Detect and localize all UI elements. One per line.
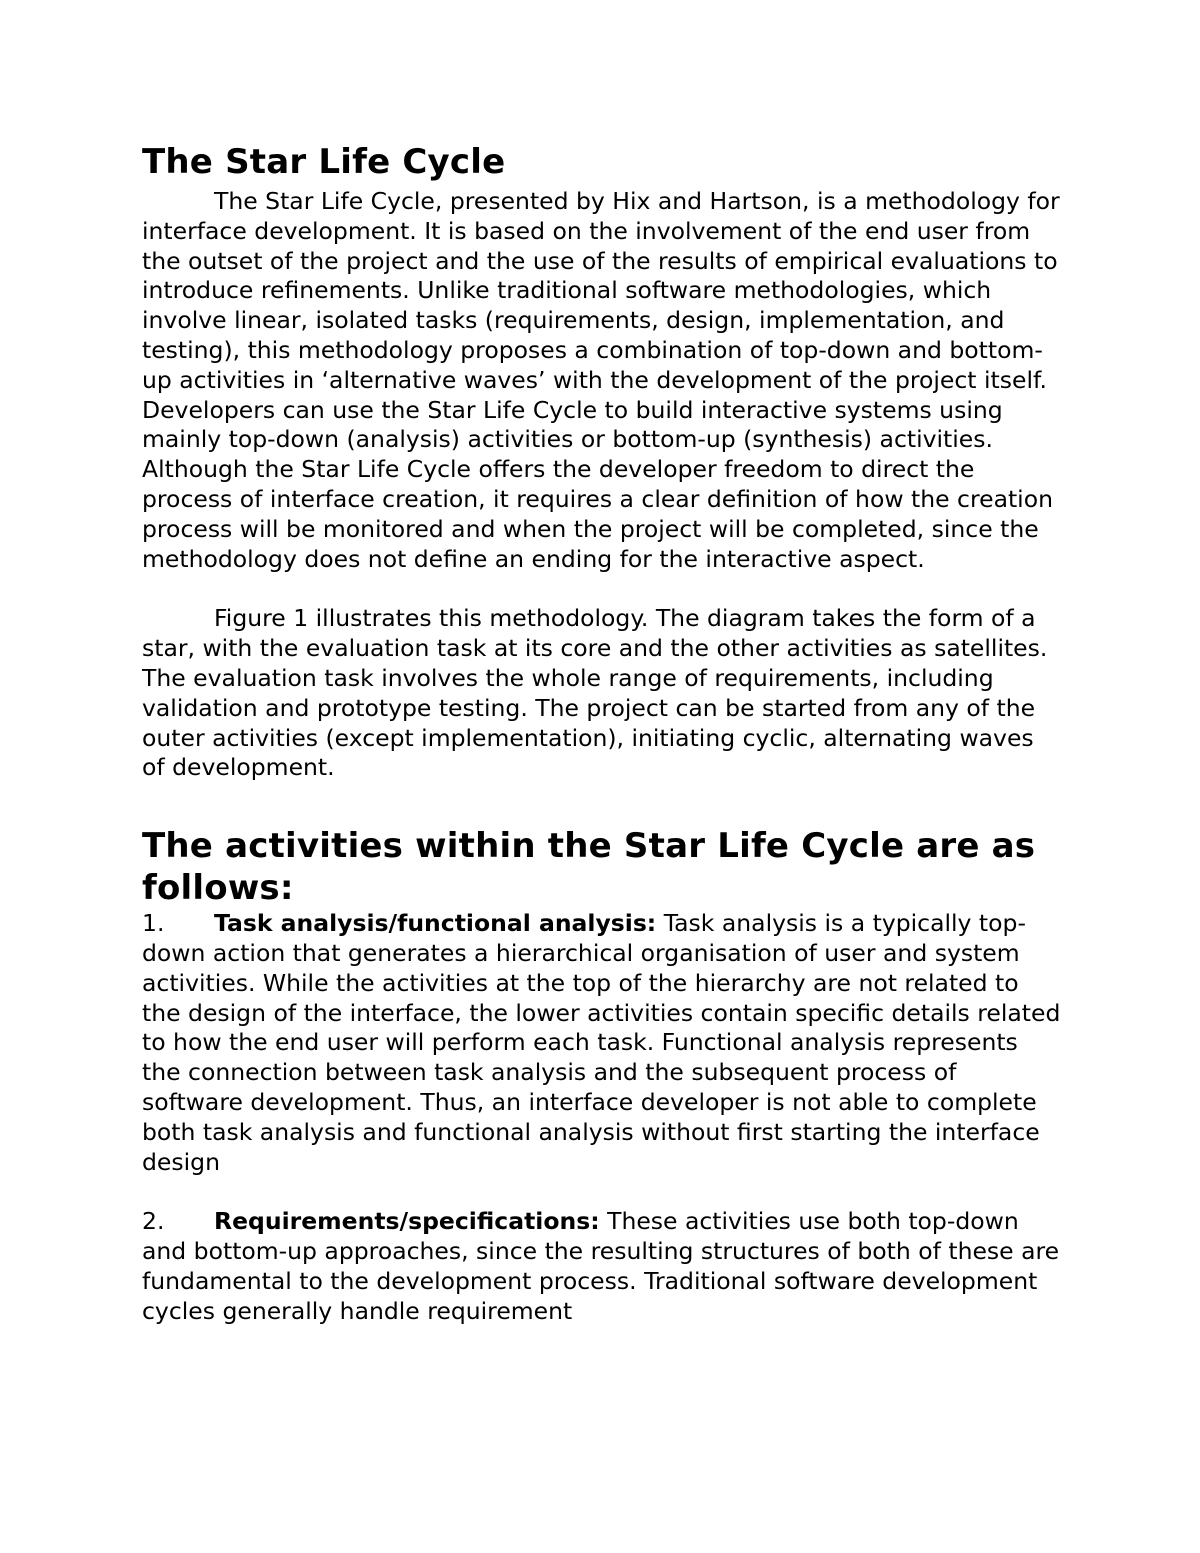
intro-paragraph: The Star Life Cycle, presented by Hix and Hartson, is a methodology for interface development. It is based on the involvement of the end user from the outset of the project and the use of the results of empirical evaluations to introduce refinements. Unlike traditional software methodologies, which involve linear, isolated tasks (requirements, design, implementation, and testing), this methodology proposes a combination of top-down and bottom-up activities in ‘alternative waves’ with the development of the project itself. Developers can use the Star Life Cycle to build interactive systems using mainly top-down (analysis) activities or bottom-up (synthesis) activities. Although the Star Life Cycle offers the developer freedom to direct the process of interface creation, it requires a clear definition of how the creation process will be monitored and when the project will be completed, since the methodology does not define an ending for the interactive aspect. [142, 187, 1060, 573]
list-item-number: 2. [142, 1207, 165, 1236]
list-item-text: Task analysis is a typically top-down action that generates a hierarchical organisation of user and system activities. While the activities at the top of the hierarchy are not related to the design of the interface, the lower activities contain specific details related to how the end user will perform each task. Functional analysis represents the connection between task analysis and the subsequent process of software development. Thus, an interface developer is not able to complete both task analysis and functional analysis without first starting the interface design [142, 909, 1061, 1176]
figure-paragraph: Figure 1 illustrates this methodology. The diagram takes the form of a star, with the evaluation task at its core and the other activities as satellites. The evaluation task involves the whole range of requirements, including validation and prototype testing. The project can be started from any of the outer activities (except implementation), initiating cyclic, alternating waves of development. [142, 604, 1048, 782]
section-heading: The activities within the Star Life Cycle are as follows: [142, 826, 1036, 909]
list-item-heading: Requirements/specifications: [214, 1207, 600, 1236]
list-item-heading: Task analysis/functional analysis: [214, 909, 657, 938]
list-item-number: 1. [142, 909, 165, 938]
document-title: The Star Life Cycle [142, 142, 506, 182]
list-item-text: These activities use both top-down and bottom-up approaches, since the resulting structures of both of these are fundamental to the development process. Traditional software development cycles generally handle requirement [142, 1207, 1060, 1325]
document-page [142, 142, 1062, 1327]
list-item [142, 1207, 1062, 1326]
list-item [142, 909, 1062, 1177]
